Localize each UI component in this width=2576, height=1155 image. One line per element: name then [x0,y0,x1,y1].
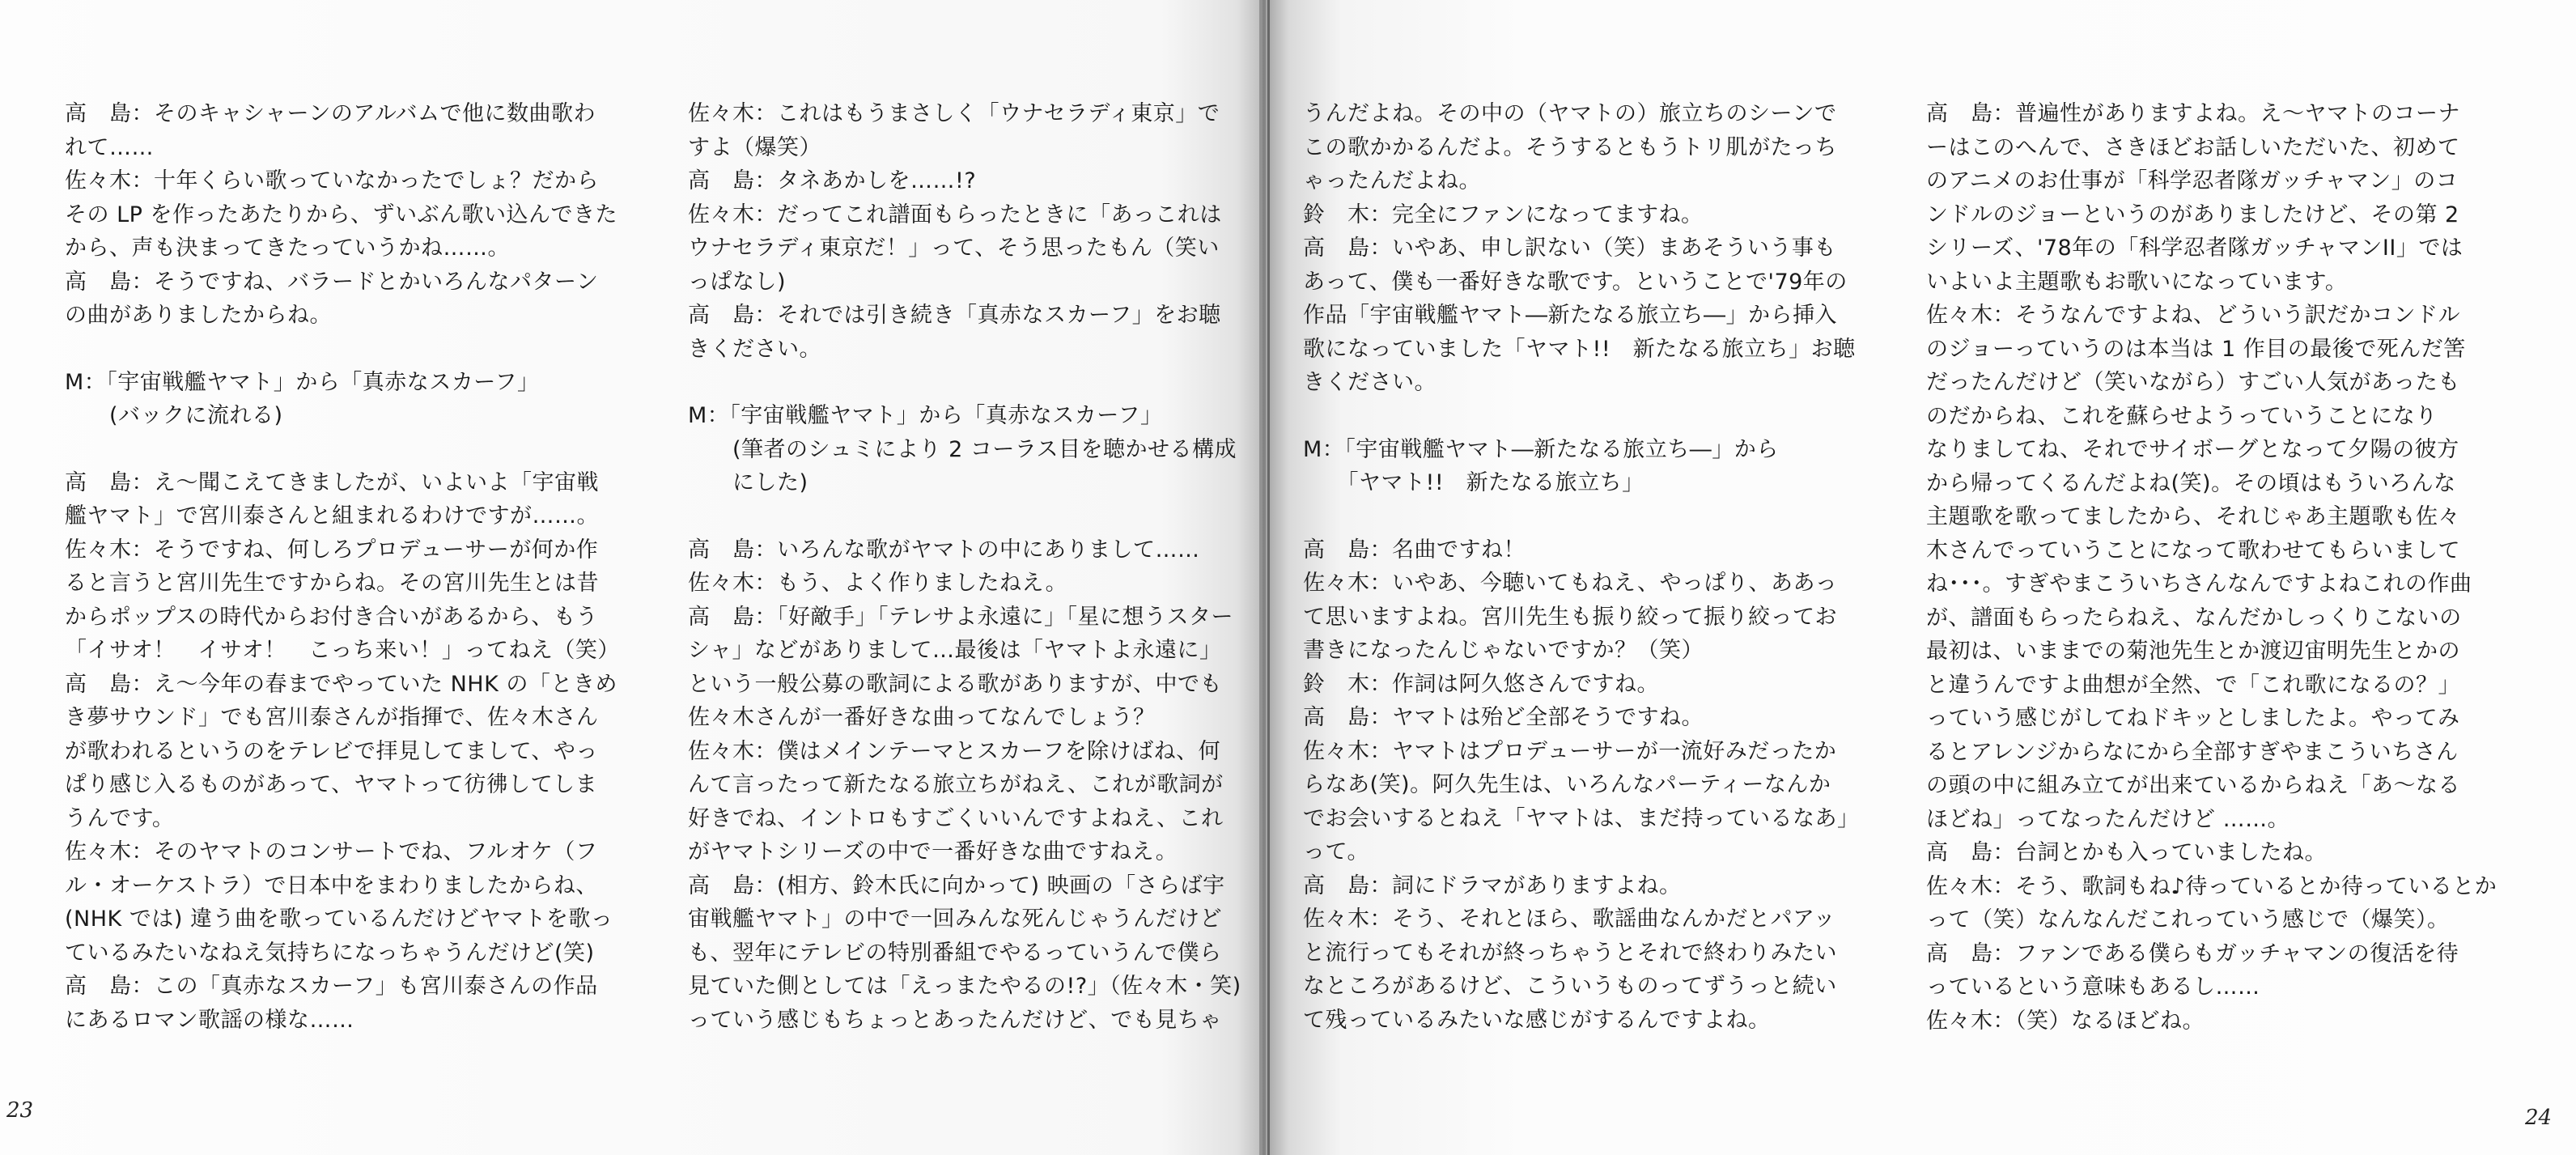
paragraph-spacer [1303,500,1886,533]
dialogue-paragraph: 佐々木：そうなんですよね、どういう訳だかコンドル のジョーっていうのは本当は 1 作目の最後で死んだ筈 だったんだけど（笑いながら）すごい人気があったも のだからね、これを蘇らせようっていうことになり なりましてね、それでサイボーグとなって夕陽の彼方 から帰ってくるんだよね(笑)。その頃はもういろんな 主題歌を歌ってましたから、それじゃあ主題歌も佐々 木さんでっていうことになって歌わせてもらいまして ね･･･。すぎやまこういちさんなんですよねこれの作曲 が、譜面もらったらねえ、なんだかしっくりこないの 最初は、いままでの菊池先生とか渡辺宙明先生とかの と違うんですよ曲想が全然、で「これ歌になるの？」 っていう感じがしてねドキッとしましたよ。やってみ るとアレンジからなにから全部すぎやまこういちさん の頭の中に組み立てが出来ているからねえ「あ～なる ほどね」ってなったんだけど ……。 [1926,303,2472,832]
dialogue-paragraph: 佐々木：そう、歌詞もね♪待っているとか待っているとか って（笑）なんなんだこれっていう感じで（爆笑）。 [1926,873,2497,932]
paragraph-spacer [65,433,647,466]
dialogue-paragraph: 高 島：いやあ、申し訳ない（笑）まあそういう事も あって、僕も一番好きな歌です。ということで'79年の 作品「宇宙戦艦ヤマト―新たなる旅立ち―」から挿入 歌になっていました「ヤマト!! 新たなる旅立ち」お聴 きください。 [1303,236,1856,395]
dialogue-paragraph: 佐々木：だってこれ譜面もらったときに「あっこれは ウナセラディ東京だ！」って、そう思ったもん（笑い っぱなし) [688,202,1222,295]
paragraph-spacer [65,333,647,366]
dialogue-paragraph: 佐々木：ヤマトはプロデューサーが一流好みだったか らなあ(笑)。阿久先生は、いろんなパーティーなんか でお会いするとねえ「ヤマトは、まだ持っているなあ」 って。 [1303,738,1860,864]
dialogue-paragraph: 高 島：台詞とかも入っていましたね。 [1926,840,2327,865]
dialogue-paragraph: 高 島：え～聞こえてきましたが、いよいよ「宇宙戦 艦ヤマト」で宮川泰さんと組まれるわけですが……。 [65,469,599,529]
dialogue-paragraph: 佐々木：（笑）なるほどね。 [1926,1008,2205,1034]
text-column-1 [65,97,647,1037]
paragraph-spacer [1303,400,1886,433]
dialogue-paragraph: 高 島：詞にドラマがありますよね。 [1303,873,1682,898]
dialogue-paragraph: 高 島：そうですね、バラードとかいろんなパターン の曲がありましたからね。 [65,269,599,328]
dialogue-paragraph: 佐々木：これはもうまさしく「ウナセラディ東京」で すよ（爆笑） [688,101,1220,160]
dialogue-paragraph: 高 島：普遍性がありますよね。え～ヤマトのコーナ ーはこのへんで、さきほどお話しいただいた、初めて のアニメのお仕事が「科学忍者隊ガッチャマン」のコ ンドルのジョーというのがありましたけど、その第 2 シリーズ、'78年の「科学忍者隊ガッチャマンII」では いよいよ主題歌もお歌いになっています。 [1926,101,2464,295]
dialogue-paragraph: 佐々木：そのヤマトのコンサートでね、フルオケ（フ ル・オーケストラ）で日本中をまわりましたからね、 (NHK では) 違う曲を歌っているんだけどヤマトを歌っ ているみたいなねえ気持ちになっちゃうんだけど(笑) [65,839,613,966]
dialogue-paragraph: 佐々木：そう、それとほら、歌謡曲なんかだとパアッ と流行ってもそれが終っちゃうとそれで終わりみたい なところがあるけど、こういうものってずうっと続い て残っているみたいな感じがするんですよね。 [1303,907,1837,1033]
dialogue-paragraph: 佐々木：そうですね、何しろプロデューサーが何か作 ると言うと宮川先生ですからね。その宮川先生とは昔 からポップスの時代からお付き合いがあるから、もう 「イサオ！ イサオ！ こっち来い！」ってねえ（笑） [65,537,620,663]
dialogue-paragraph: 高 島：「好敵手」「テレサよ永遠に」「星に想うスター シャ」などがありまして…最後は「ヤマトよ永遠に」 という一般公募の歌詞による歌がありますが、中でも 佐々木さんが一番好きな曲ってなんでしょう？ [688,604,1233,730]
page-number-right: 24 [2525,1106,2553,1130]
dialogue-paragraph: 鈴 木：完全にファンになってますね。 [1303,202,1704,227]
dialogue-paragraph: 高 島：いろんな歌がヤマトの中にありまして…… [688,537,1200,563]
text-column-4 [1926,97,2509,1038]
page-number-left: 23 [6,1098,34,1123]
music-cue: M：「宇宙戦艦ヤマト」から「真赤なスカーフ」 (バックに流れる) [65,369,540,428]
dialogue-paragraph: 高 島：この「真赤なスカーフ」も宮川泰さんの作品 にあるロマン歌謡の様な…… [65,974,598,1033]
text-column-3 [1303,97,1886,1037]
paragraph-spacer [688,500,1271,533]
dialogue-paragraph: うんだよね。その中の（ヤマトの）旅立ちのシーンで この歌かかるんだよ。そうするともうトリ肌がたっち ゃったんだよね。 [1303,101,1837,193]
dialogue-paragraph: 高 島：それでは引き続き「真赤なスカーフ」をお聴 きください。 [688,303,1221,362]
dialogue-paragraph: 高 島：ヤマトは殆ど全部そうですね。 [1303,705,1704,730]
dialogue-paragraph: 佐々木：もう、よく作りましたねえ。 [688,571,1068,596]
dialogue-paragraph: 鈴 木：作詞は阿久悠さんですね。 [1303,671,1659,697]
dialogue-paragraph: 高 島：タネあかしを……!? [688,168,977,193]
dialogue-paragraph: 高 島：ファンである僕らもガッチャマンの復活を待 っているという意味もあるし…… [1926,941,2459,1000]
dialogue-paragraph: 高 島：そのキャシャーンのアルバムで他に数曲歌わ れて…… [65,101,596,160]
dialogue-paragraph: 佐々木：いやあ、今聴いてもねえ、やっぱり、ああっ て思いますよね。宮川先生も振り絞って振り絞ってお 書きになったんじゃないですか？（笑） [1303,571,1838,663]
dialogue-paragraph: 高 島：(相方、鈴木氏に向かって) 映画の「さらば宇 宙戦艦ヤマト」の中で一回みんな死んじゃうんだけど も、翌年にテレビの特別番組でやるっていうんで僕ら 見ていた側としては「えっまたやるの!?」（佐々木・笑) っていう感じもちょっとあったんだけど、でも見ちゃ [688,873,1241,1033]
dialogue-paragraph: 高 島：名曲ですね！ [1303,537,1526,563]
dialogue-paragraph: 佐々木：十年くらい歌っていなかったでしょ？だから その LP を作ったあたりから、ずいぶん歌い込んできた から、声も決まってきたっていうかね……。 [65,168,617,261]
music-cue: M：「宇宙戦艦ヤマト」から「真赤なスカーフ」 (筆者のシュミにより 2 コーラス目を聴かせる構成 にした) [688,403,1237,495]
paragraph-spacer [688,366,1271,399]
dialogue-paragraph: 佐々木：僕はメインテーマとスカーフを除けばね、何 んて言ったって新たなる旅立ちがねえ、これが歌詞が 好きでね、イントロもすごくいいんですよねえ、これ がヤマトシリーズの中で一番好きな曲ですねえ。 [688,738,1224,864]
text-column-2 [688,97,1271,1037]
dialogue-paragraph: 高 島：え～今年の春までやっていた NHK の「ときめ き夢サウンド」でも宮川泰さんが指揮で、佐々木さん が歌われるというのをテレビで拝見してまして、やっ ぱり感じ入るものがあって、ヤマトって彷彿してしま うんです。 [65,671,617,831]
music-cue: M：「宇宙戦艦ヤマト―新たなる旅立ち―」から 「ヤマト!! 新たなる旅立ち」 [1303,436,1779,495]
